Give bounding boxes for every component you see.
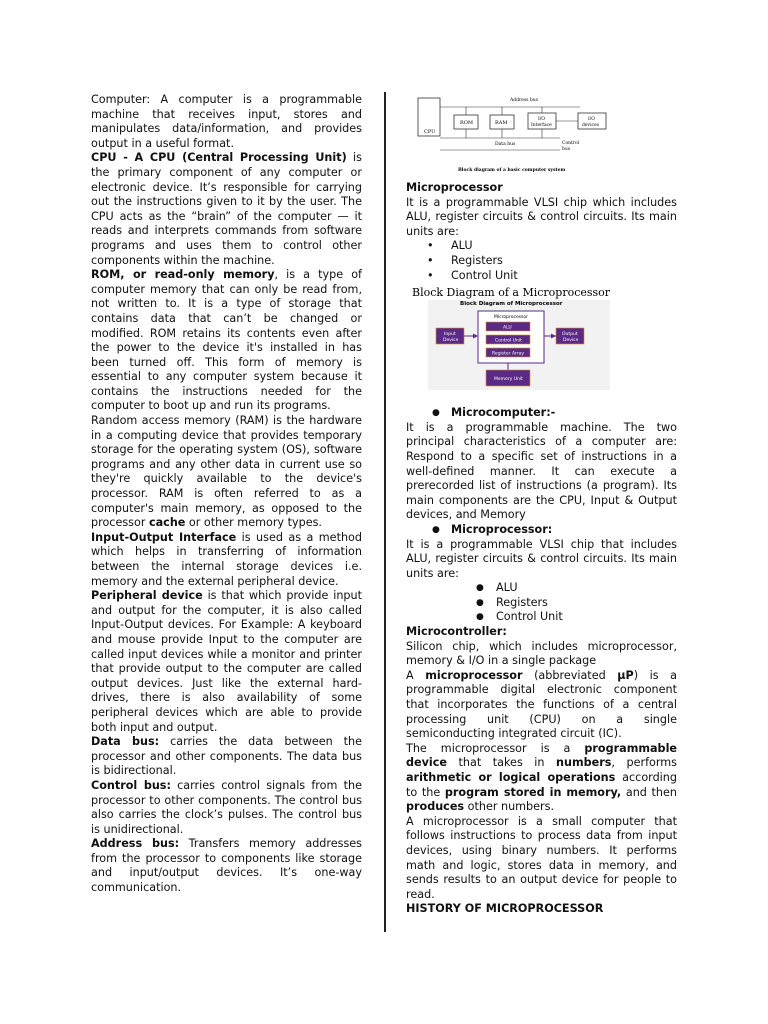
column-divider (384, 92, 386, 932)
devices-label: devices (582, 123, 600, 128)
address-bus-label: Address bus (510, 98, 538, 103)
io-devices-label: I/O (588, 117, 595, 122)
list-item: ● ALU (406, 581, 677, 596)
control-unit-label: Control Unit (495, 338, 522, 344)
paragraph-address-bus: Address bus: Transfers memory addresses from the processor to components like storage and input/output devices. It’s one-way communication. (91, 837, 362, 895)
list-item: • ALU (406, 239, 677, 254)
paragraph-microcomputer: It is a programmable machine. The two principal characteristics of a computer are: Respond to a specific set of instructions in a well-defined manner. It can execute a prerecorded list of instructions (a program). Its main components are the CPU, Input & Output devices, and Memory (406, 420, 677, 522)
list-item: • Registers (406, 254, 677, 269)
alu-label: ALU (503, 325, 512, 331)
heading-microcomputer: ● Microcomputer:- (406, 406, 677, 421)
paragraph-small-computer: A microprocessor is a small computer that follows instructions to process data from input devices, using binary numbers. It performs math and logic, stores data in memory, and sends results to an output device for people to read. (406, 814, 677, 901)
input-label: Input (444, 332, 456, 337)
paragraph-cpu: CPU - A CPU (Central Processing Unit) is the primary component of any computer or electronic device. It’s responsible for carrying out the instructions given to it by the user. The CPU acts as the “brain” of the computer — it reads and interprets commands from software programs and uses them to control other components within the machine. (91, 151, 362, 267)
rom-label: ROM (460, 120, 473, 126)
data-bus-label: Data bus (495, 142, 516, 147)
left-column (91, 93, 362, 896)
paragraph-control-bus: Control bus: carries control signals from the processor to other components. The control bus also carries the clock’s pulses. The control bus is unidirectional. (91, 778, 362, 836)
paragraph-io-interface: Input-Output Interface is used as a method which helps in transferring of information between the internal storage devices i.e. memory and the external peripheral device. (91, 530, 362, 588)
paragraph-peripheral: Peripheral device is that which provide input and output for the computer, it is also called Input-Output devices. For Example: A keyboard and mouse provide Input to the computer are called input devices while a monitor and printer that provide output to the computer are called output devices. Just like the external hard-drives, there is also availability of some peripheral devices which are able to provide both input and output. (91, 589, 362, 734)
units-list-1 (406, 239, 677, 283)
bus-label: bus (562, 147, 571, 152)
output-label: Output (562, 332, 578, 337)
paragraph-microprocessor-definition: A microprocessor (abbreviated µP) is a programmable digital electronic component that incorporates the functions of a central processing unit (CPU) on a single semiconducting integrated circuit (IC). (406, 668, 677, 741)
heading-microprocessor-2: ● Microprocessor: (406, 523, 677, 538)
figure-spacer (406, 283, 677, 406)
paragraph-microprocessor: It is a programmable VLSI chip which includes ALU, register circuits & control circuits. Its main units are: (406, 195, 677, 238)
computer-system-diagram (410, 92, 615, 176)
register-array-label: Register Array (492, 351, 525, 357)
heading-history: HISTORY OF MICROPROCESSOR (406, 902, 604, 916)
microprocessor-label: Microprocessor (494, 315, 529, 320)
memory-unit-label: Memory Unit (494, 377, 523, 382)
diagram-title: Block Diagram of a Microprocessor (412, 286, 611, 299)
paragraph-data-bus: Data bus: carries the data between the processor and other components. The data bus is bidirectional. (91, 735, 363, 778)
interface-label: Interface (531, 123, 552, 128)
paragraph-microcontroller: Silicon chip, which includes microprocessor, memory & I/O in a single package (406, 639, 677, 668)
heading-microcontroller: Microcontroller: (406, 625, 507, 639)
paragraph-ram: Random access memory (RAM) is the hardware in a computing device that provides temporary storage for the operating system (OS), software programs and any other data in current use so they're quickly available to the device's processor. RAM is often referred to as a computer's main memory, as opposed to the processor cache or other memory types. (91, 414, 362, 530)
right-column (406, 181, 677, 917)
io-label: I/O (538, 117, 545, 122)
ram-label: RAM (495, 120, 508, 126)
control-label: Control (562, 141, 580, 146)
units-list-2 (406, 581, 677, 625)
diagram-subtitle: Block Diagram of Microprocessor (460, 301, 563, 307)
diagram-caption: Block diagram of a basic computer system (458, 168, 566, 173)
output-device-label: Device (563, 338, 579, 343)
list-item: • Control Unit (406, 269, 677, 284)
input-device-label: Device (443, 338, 459, 343)
paragraph-rom: ROM, or read-only memory, is a type of computer memory that can only be read from, not written to. It is a type of storage that contains data that can’t be changed or modified. ROM retains its contents even after the power to the device it's installed in has been turned off. This form of memory is essential to any computer system because it contains the instructions needed for the computer to boot up and run its programs. (91, 268, 362, 413)
list-item: ● Control Unit (406, 610, 677, 625)
paragraph-microprocessor-2: It is a programmable VLSI chip that includes ALU, register circuits & control circuits. Its main units are: (406, 537, 677, 580)
heading-microprocessor: Microprocessor (406, 181, 503, 194)
paragraph-programmable-device: The microprocessor is a programmable device that takes in numbers, performs arithmetic or logical operations according to the program stored in memory, and then produces other numbers. (406, 741, 677, 814)
paragraph-computer: Computer: A computer is a programmable machine that receives input, stores and manipulates data/information, and provides output in a useful format. (91, 93, 362, 150)
cpu-label: CPU (424, 129, 436, 135)
list-item: ● Registers (406, 596, 677, 611)
